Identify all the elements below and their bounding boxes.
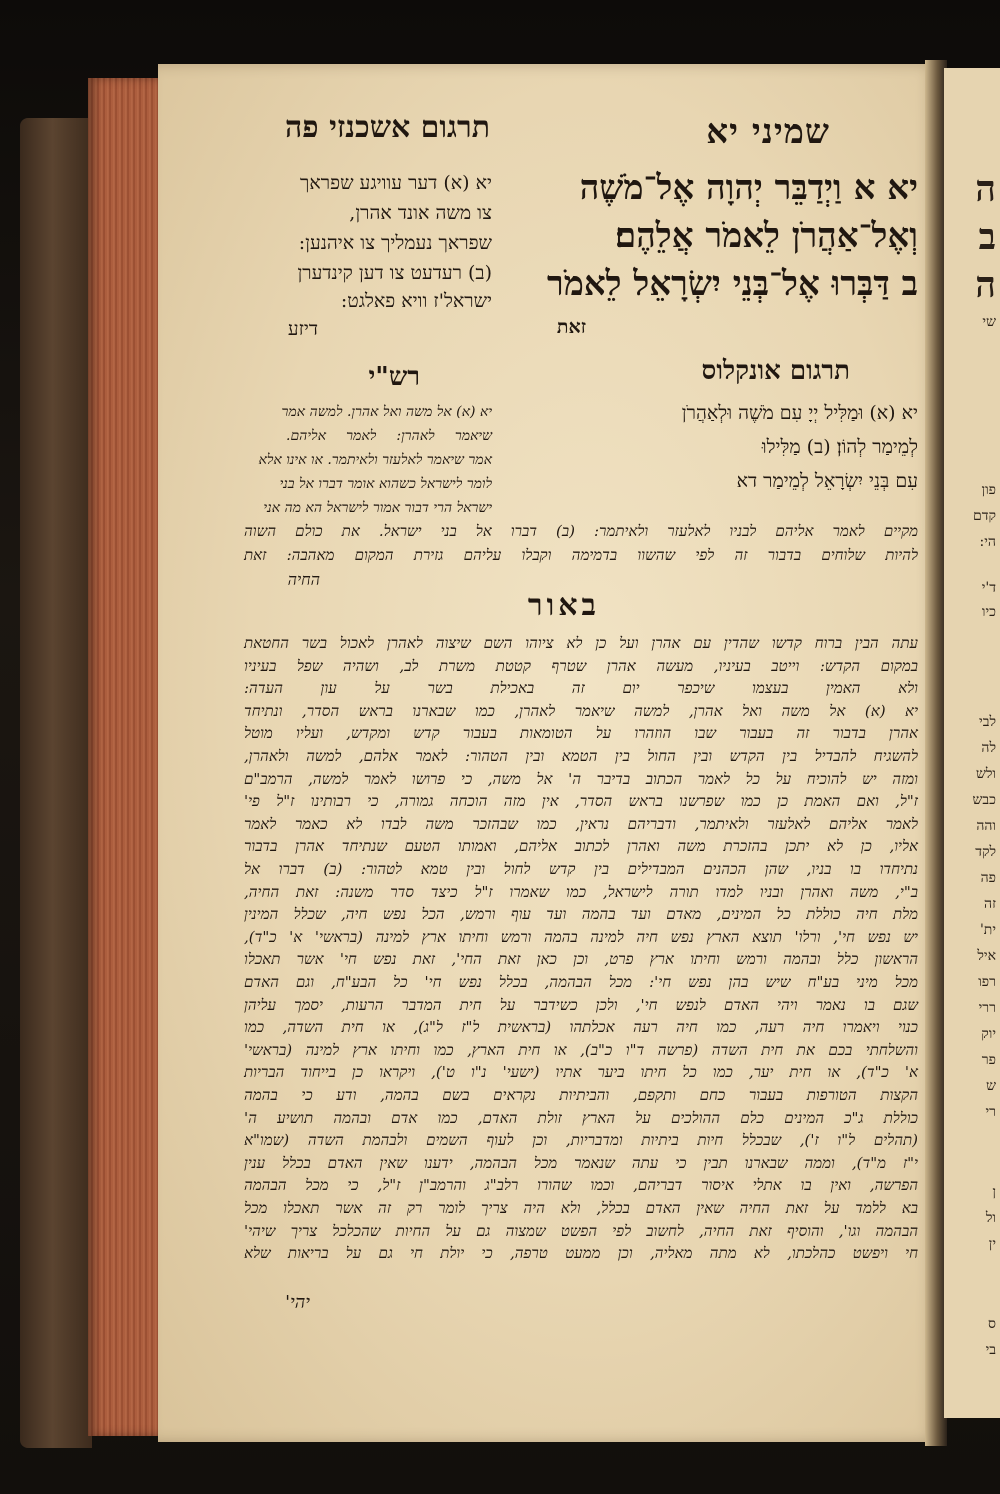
right-page-text: רפו <box>978 974 996 990</box>
right-page-text: זה <box>984 896 996 912</box>
right-page-text: ולש <box>975 766 996 782</box>
book-cover <box>20 118 92 1448</box>
yiddish-catchword: דיזע <box>287 318 318 340</box>
right-page-text: פון <box>981 482 996 498</box>
yiddish-line: יא (א) דער עוויגע שפראך <box>300 172 492 194</box>
right-page-text: פר <box>981 1052 996 1068</box>
right-page-text: לקד <box>975 844 996 860</box>
pentateuch-line: יא א וַיְדַבֵּר יְהוָה אֶל־מֹשֶׁה <box>579 168 918 208</box>
biur-line: שגם בו נאמר ויהי האדם לנפש חי', ולכן כשידבר על חית המדבר הרעות, יסמך עליהן <box>244 995 918 1014</box>
right-page-text: בי <box>985 1342 996 1358</box>
biur-line: הקצות הטורפות בעבור כחם ותקפם, והביתיות נקראים בשם בהמה, ודע כי בהמה <box>244 1086 918 1104</box>
onkelos-title: תרגום אונקלוס <box>701 356 850 386</box>
right-page-text: לה <box>981 740 996 756</box>
onkelos-line: עִם בְּנֵי יִשְׂרָאֵל לְמֵימַר דא <box>736 470 918 492</box>
biur-line: בא ללמד על זאת החיה שאין האדם בכלל, ולא היה צריך לומר רק זה אשר תאכלו מכל <box>244 1199 918 1217</box>
yiddish-line: (ב) רעדעט צו דען קינדערן <box>297 262 492 284</box>
rashi-line: החיה <box>287 570 320 589</box>
biur-line: הבהמה וגו', והוסיף זאת החיה, לחשוב לפי הפשט שמצוה גם על החיות שהכלכל צריך שיהי' <box>244 1221 918 1240</box>
right-page-text: שי <box>982 314 996 330</box>
biur-line: אליו, כן לא יתכן בהזכרת משה ואהרן לכתוב אליהם, ואמותו הטעם שנתיחד אהרן בדבור <box>244 837 918 856</box>
biur-line: נתיחדו בו בניו, שהן הכהנים המבדילים בין קדש לחול ובין טמא לטהור: (ב) דברו אל <box>244 860 918 878</box>
right-page-text: הי: <box>979 534 996 550</box>
rashi-line: לומר לישראל כשהוא אומר דברו אל בני <box>279 476 492 492</box>
right-page-text: והה <box>976 818 996 834</box>
biur-line: ז"ל, ואם האמת כן כמו שפרשנו בראש הסדר, אין מזה הוכחה גמורה, כי רבותינו ז"ל פי' <box>244 792 918 811</box>
biur-line: כוללת ג"כ המינים כלם ההולכים על הארץ זולת האדם, כמו אדם ובהמה תושיע ה' <box>244 1108 918 1127</box>
biur-line: לאמר אליהם לאלעזר ולאיתמר, ודבריהם נראין, כמו שבהזכר משה לבדו לא כאמר לאמר <box>244 814 918 833</box>
right-page-text: יוק <box>981 1026 996 1042</box>
rashi-line: ישראל הרי דבור אמור לישראל הא מה אני <box>263 500 492 516</box>
onkelos-line: לְמֵימַר לְהוֹן׃ (ב) מַלִּילוּ <box>761 436 918 458</box>
biur-line: ב"י, משה ואהרן ובניו למדו תורה לישראל, כמו שאמרו ז"ל כיצד סדר משנה: זאת החיה, <box>244 882 918 901</box>
right-page-text: ין <box>988 1236 996 1252</box>
rashi-line: שיאמר לאהרן: לאמר אליהם. <box>286 428 492 444</box>
right-page-text: ה <box>975 168 996 210</box>
right-page-text: ררי <box>978 1000 996 1016</box>
biur-catchword: יהי' <box>285 1292 310 1313</box>
biur-line: להשגיח להבדיל בין הקדש ובין החול בין הטמא ובין הטהור: לאמר אלהם, למשה ולאהרן, <box>244 747 918 765</box>
biur-line: (תהלים ל"ו ז'), שבכלל חיות ביתיות ומדבריות, וכן לעוף השמים ולבהמת השדה (שמו"א <box>244 1131 918 1150</box>
right-page-text: פה <box>980 870 996 886</box>
right-page-text: ית' <box>979 922 996 938</box>
right-page-text: לבי <box>979 714 996 730</box>
biur-line: יא (א) אל משה ואל אהרן, למשה שיאמר לאהרן, כמו שבארנו בראש הסדר, ונתיחד <box>244 701 918 720</box>
right-page-text: ד'י <box>981 580 996 596</box>
rashi-title: רש"י <box>368 362 420 392</box>
biur-line: מלת חיה כוללת כל המינים, מאדם ועד בהמה ועד עוף ורמש, הכל נפש חיה, שכלל המינין <box>244 905 918 924</box>
right-page-fragment <box>944 68 1000 1418</box>
right-page-text: ה <box>975 264 996 306</box>
running-head-right: שמיני יא <box>706 112 830 152</box>
right-page-text: כיו <box>981 604 996 620</box>
pentateuch-line: ב דַּבְּרוּ אֶל־בְּנֵי יִשְׂרָאֵל לֵאמֹר <box>547 264 918 304</box>
biur-line: עתה הבין ברוח קדשו שהדין עם אהרן ועל כן לא ציוהו השם שיצוה לאהרן לאכול בשר החטאת <box>244 634 918 652</box>
biur-line: י"ז מ"ד), וממה שבארנו תבין כי עתה שנאמר מכל הבהמה, ידענו שאין האדם בכלל ענין <box>244 1153 918 1172</box>
running-head-left: תרגום אשכנזי פה <box>285 110 490 145</box>
right-page-text: איל <box>977 948 996 964</box>
biur-line: מכל מיני בע"ח שיש בהן נפש חי': מכל הבהמה, בכלל נפש חי' כל הבע"ח, וגם האדם <box>244 973 918 991</box>
biur-line: ולא האמין בעצמו שיכפר יום זה באכילת בשר על עון העדה: <box>244 679 918 698</box>
biur-line: חי ויפשט כהלכתו, לא מתה מאליה, וכן ממעט טרפה, כי יולת חי גם על בריאות שלא <box>244 1244 918 1263</box>
right-page-text: רי <box>985 1104 996 1120</box>
biur-line: במקום הקדש: וייטב בעיניו, מעשה אהרן שטרף קטטת משרת לב, ושהיה שפל בעיניו <box>244 656 918 675</box>
right-page-text: ש <box>986 1078 996 1094</box>
biur-title: באור <box>527 588 600 623</box>
right-page-text: ס <box>988 1316 996 1332</box>
rashi-line: להיות שלוחים בדבור זה לפי שהשוו בדמימה וקבלו עליהם גזירת המקום מאהבה: זאת <box>244 546 918 564</box>
biur-line: ומזה יש להוכיח על כל לאמר הכתוב בדיבר ה' אל משה, כי פרושו לאמר למשה, הרמב"ם <box>244 769 918 788</box>
onkelos-line: יא (א) וּמַלִּיל יְיָ עִם מֹשֶׁה וּלְאַהֲרֹן <box>681 402 918 424</box>
pentateuch-catchword: זאת <box>556 316 586 338</box>
right-page-text: כבש <box>972 792 996 808</box>
biur-line: א' כ"ד), או חית יער, כמו כל חיתו ביער אתיו (ישעי' נ"ו ט'), ויקראו כן בייחוד הבריות <box>244 1063 918 1082</box>
biur-line: והשלחתי בכם את חית השדה (פרשה ד"ו כ"ב), או חית הארץ, כמו וחיתו ארץ למינה (בראשי' <box>244 1040 919 1059</box>
biur-line: אהרן בדבור זה בעבור שבו הוזהרו על הטומאות בעבור קדש ומקדש, ועליו מוטל <box>244 724 918 743</box>
right-page-text: קדם <box>973 508 996 524</box>
right-page-text: ן <box>992 1184 996 1200</box>
biur-line: כנוי ויאמרו חיה רעה, כמו חיה רעה אכלתהו (בראשית ל"ז ל"ג), או חית השדה, כמו <box>244 1018 918 1037</box>
biur-line: יש נפש חי', ורלו' תוצא הארץ נפש חיה למינה בהמה ורמש וחיתו ארץ למינה (בראשי' א' כ"ד), <box>244 927 918 946</box>
rashi-line: אמר שיאמר לאלעזר ולאיתמר. או אינו אלא <box>258 452 492 468</box>
biur-line: הפרשה, ואין בו אתלי איסור דבריהם, וכמו שהורו רלב"ג והרמב"ן ז"ל, כי מכל הבהמה <box>244 1176 918 1195</box>
biur-line: הראשון כלל ובהמה ורמש וחיתו ארץ פרט, וכן כאן זאת החי', זאת נפש חי' אשר תאכלו <box>244 950 918 969</box>
yiddish-line: שפראך נעמליך צו איהנען: <box>298 232 492 254</box>
right-page-text: ול <box>985 1210 996 1226</box>
yiddish-line: ישראל'ז וויא פאלגט: <box>340 290 492 312</box>
rashi-line: מקיים לאמר אליהם לבניו לאלעזר ולאיתמר: (ב) דברו אל בני ישראל. את כולם השוה <box>244 522 918 540</box>
page-edges <box>88 78 160 1436</box>
yiddish-line: צו משה אונד אהרן, <box>349 202 492 224</box>
right-page-text: ב <box>978 216 996 258</box>
rashi-line: יא (א) אל משה ואל אהרן. למשה אמר <box>281 404 492 420</box>
pentateuch-line: וְאֶל־אַהֲרֹן לֵאמֹר אֲלֵהֶם׃ <box>615 216 918 256</box>
